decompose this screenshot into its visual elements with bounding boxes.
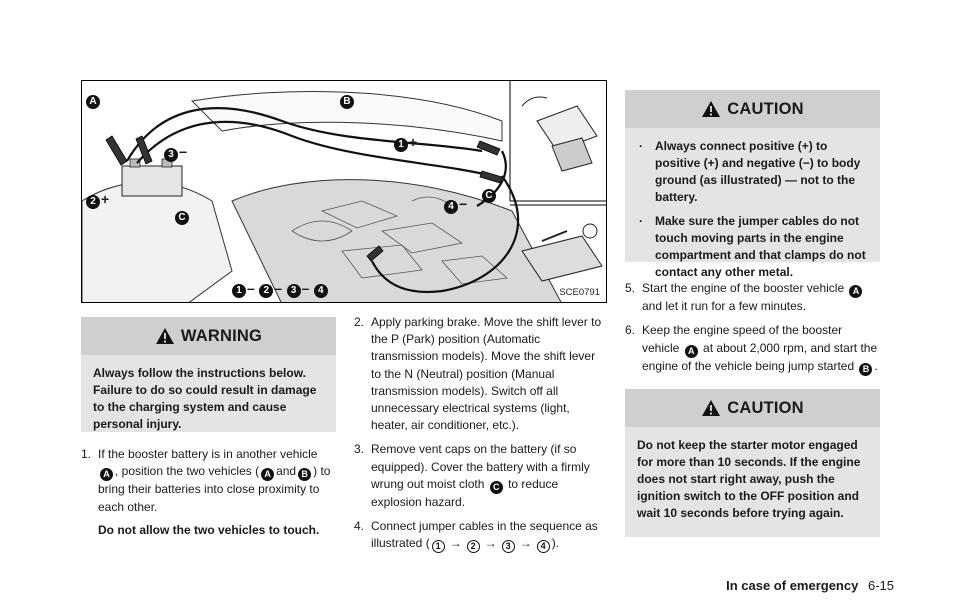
circled-b-icon: B — [859, 363, 872, 376]
caution-header-1 — [625, 90, 880, 128]
callout-connection-sequence: 1 – 2 – 3 – 4 — [232, 280, 328, 298]
warning-body: Always follow the instructions below. Failure to do so could result in damage to the charging system and cause personal injury. — [93, 366, 317, 431]
caution-header-2 — [625, 389, 880, 427]
step-1-note: Do not allow the two vehicles to touch. — [98, 522, 320, 537]
caution-item: . Always connect positive (+) to positive (+) and negative (−) to body ground (as illustrated) — not to the battery. — [637, 138, 868, 206]
caution-title-1: CAUTION — [727, 99, 804, 118]
warning-title: WARNING — [180, 326, 263, 345]
jump-start-illustration — [81, 80, 607, 303]
steps-column-1 — [81, 446, 337, 546]
circled-3-icon: 3 — [502, 540, 515, 553]
step-5: 5. Start the engine of the booster vehicle A and let it run for a few minutes. — [625, 280, 881, 315]
caution-triangle-icon — [701, 100, 721, 118]
steps-column-3 — [625, 280, 881, 383]
callout-step-4-negative: 4 − — [444, 196, 467, 214]
figure-code: SCE0791 — [559, 287, 600, 298]
steps-column-2 — [354, 314, 607, 560]
page-footer — [726, 578, 894, 593]
circled-a-icon: A — [685, 345, 698, 358]
jump-start-drawing — [82, 81, 607, 303]
circled-b-icon: B — [298, 468, 311, 481]
caution-triangle-icon — [701, 399, 721, 417]
callout-step-3-negative: 3 − — [164, 144, 187, 162]
callout-vehicle-a: A — [86, 91, 100, 109]
page-number: 6-15 — [867, 578, 894, 593]
callout-cloth-c-right: C — [482, 185, 496, 203]
circled-4-icon: 4 — [537, 540, 550, 553]
callout-vehicle-b: B — [340, 91, 354, 109]
caution-title-2: CAUTION — [727, 398, 804, 417]
callout-step-2-positive: 2 + — [86, 191, 109, 209]
circled-2-icon: 2 — [467, 540, 480, 553]
warning-box — [81, 317, 336, 432]
step-1: 1. If the booster battery is in another vehicle A , position the two vehicles ( A and B ) to bring their batteries into close proximity to each other. Do not allow the two vehicles to touch. — [81, 446, 337, 539]
circled-a-icon: A — [261, 468, 274, 481]
warning-triangle-icon — [155, 327, 175, 345]
callout-cloth-c-left: C — [175, 207, 189, 225]
circled-a-icon: A — [849, 285, 862, 298]
caution-item: . Make sure the jumper cables do not touch moving parts in the engine compartment and that clamps do not contact any other metal. — [637, 213, 868, 281]
step-2: 2. Apply parking brake. Move the shift lever to the P (Park) position (Automatic transmission models). Move the shift lever to the N (Neutral) position (Manual transmission models). Switch off all unnecessary electrical systems (light, heater, air conditioner, etc.). — [354, 315, 602, 433]
caution-list-1 — [637, 138, 868, 281]
footer-section: In case of emergency — [726, 578, 859, 593]
step-4: 4. Connect jumper cables in the sequence as illustrated ( 1 → 2 → 3 → 4 ). — [354, 518, 607, 553]
step-6: 6. Keep the engine speed of the booster vehicle A at about 2,000 rpm, and start the engine of the vehicle being jump started B . — [625, 322, 881, 375]
step-3: 3. Remove vent caps on the battery (if so equipped). Cover the battery with a firmly wrung out moist cloth C to reduce explosion hazard. — [354, 442, 590, 509]
circled-c-icon: C — [490, 481, 503, 494]
caution-body-2: Do not keep the starter motor engaged for more than 10 seconds. If the engine does not start right away, push the ignition switch to the OFF position and wait 10 seconds before trying again. — [637, 438, 861, 520]
caution-box-2 — [625, 389, 880, 537]
circled-a-icon: A — [100, 468, 113, 481]
callout-step-1-positive: 1 + — [394, 134, 417, 152]
circled-1-icon: 1 — [432, 540, 445, 553]
warning-header — [81, 317, 336, 355]
caution-box-1 — [625, 90, 880, 279]
